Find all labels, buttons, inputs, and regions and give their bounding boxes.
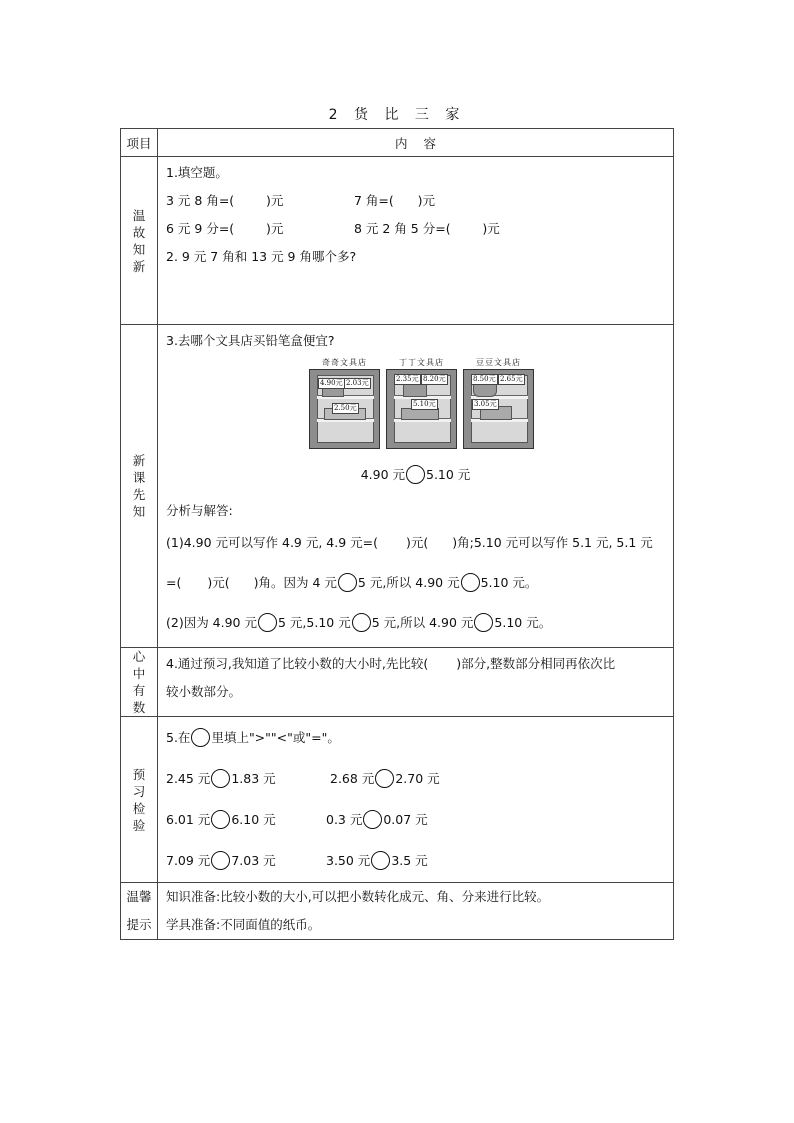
shop-name: 奇奇文具店 — [322, 358, 367, 367]
compare-circle[interactable] — [352, 613, 371, 632]
item-left: 0.3 元 — [326, 812, 363, 827]
tips-label-2: 提示 — [126, 917, 152, 932]
mind-line-2: 较小数部分。 — [166, 684, 242, 699]
shop-name: 丁丁文具店 — [399, 358, 444, 367]
price-tag: 8.50元 — [473, 375, 496, 383]
compare-circle[interactable] — [461, 573, 480, 592]
shop-dingding — [386, 357, 457, 449]
shop-name: 豆豆文具店 — [476, 358, 521, 367]
mind-row — [121, 648, 674, 717]
shelf-cabinet — [386, 369, 457, 449]
item-right: 7.03 元 — [231, 853, 276, 868]
mind-line-1 — [166, 650, 665, 678]
review-row — [121, 157, 674, 325]
review-label-cell — [121, 157, 158, 325]
compare-line — [166, 461, 665, 489]
compare-circle-icon — [191, 728, 210, 747]
analysis-line-3 — [166, 609, 665, 637]
item-left: 6.01 元 — [166, 812, 211, 827]
preview-row — [121, 717, 674, 883]
q5-text-a: 5.在 — [166, 730, 191, 745]
q1-c: 6 元 9 分=( )元 — [166, 221, 284, 236]
compare-circle[interactable] — [371, 851, 390, 870]
q5-instruction — [166, 724, 665, 752]
newlesson-content — [158, 325, 674, 648]
q1-d: 8 元 2 角 5 分=( )元 — [354, 221, 500, 236]
header-content: 内 容 — [158, 129, 674, 157]
review-label: 温故知新 — [132, 207, 146, 274]
price-tag: 2.03元 — [346, 379, 369, 387]
shop-shelves-illustration — [166, 357, 665, 455]
mind-content — [158, 648, 674, 717]
item-left: 2.45 元 — [166, 771, 211, 786]
p1-text-a: (1)4.90 元可以写作 4.9 元, 4.9 元=( — [166, 535, 378, 550]
p3-text-d: 5.10 元。 — [494, 615, 552, 630]
analysis-line-2 — [166, 569, 665, 597]
price-tag: 2.35元 — [396, 375, 419, 383]
tips-label-1: 温馨 — [126, 889, 152, 904]
review-content — [158, 157, 674, 325]
item-right: 3.5 元 — [391, 853, 428, 868]
p3-text-c: 5 元,所以 4.90 元 — [371, 615, 474, 630]
p1-text-c: )角;5.10 元可以写作 5.1 元, 5.1 元 — [452, 535, 653, 550]
price-tag: 3.05元 — [474, 400, 497, 408]
q5-row-3 — [166, 847, 665, 875]
q5-text-b: 里填上">""<"或"="。 — [211, 730, 340, 745]
preview-label: 预习检验 — [132, 766, 146, 833]
mind-text-a: 4.通过预习,我知道了比较小数的大小时,先比较( — [166, 656, 429, 671]
q1-row-2 — [166, 215, 665, 243]
compare-right: 5.10 元 — [426, 467, 471, 482]
tips-row — [121, 883, 674, 940]
analysis-label: 分析与解答: — [166, 503, 233, 518]
item-left: 2.68 元 — [330, 771, 375, 786]
p2-text-c: )角。因为 4 元 — [253, 575, 337, 590]
mind-text-b: )部分,整数部分相同再依次比 — [456, 656, 616, 671]
shelf-cabinet — [309, 369, 380, 449]
compare-circle[interactable] — [211, 769, 230, 788]
compare-circle[interactable] — [474, 613, 493, 632]
tips-tools: 学具准备:不同面值的纸币。 — [166, 917, 321, 932]
p3-text-a: (2)因为 4.90 元 — [166, 615, 257, 630]
shop-doudou — [463, 357, 534, 449]
shelf-cabinet — [463, 369, 534, 449]
item-left: 7.09 元 — [166, 853, 211, 868]
shop-qiqi — [309, 357, 380, 449]
p3-text-b: 5 元,5.10 元 — [278, 615, 351, 630]
compare-circle[interactable] — [375, 769, 394, 788]
header-item: 项目 — [121, 129, 158, 157]
price-tag: 2.65元 — [500, 375, 523, 383]
compare-circle[interactable] — [363, 810, 382, 829]
mind-label-cell — [121, 648, 158, 717]
compare-left: 4.90 元 — [360, 467, 405, 482]
preview-content — [158, 717, 674, 883]
item-right: 6.10 元 — [231, 812, 276, 827]
q1-title: 1.填空题。 — [166, 165, 228, 180]
p2-text-d: 5 元,所以 4.90 元 — [357, 575, 460, 590]
q1-row-1 — [166, 187, 665, 215]
analysis-line-1 — [166, 529, 665, 557]
page-title: 2 货 比 三 家 — [328, 107, 466, 123]
compare-circle[interactable] — [211, 851, 230, 870]
tips-knowledge: 知识准备:比较小数的大小,可以把小数转化成元、角、分来进行比较。 — [166, 889, 550, 904]
q5-row-1 — [166, 765, 665, 793]
preview-label-cell — [121, 717, 158, 883]
price-tag: 2.50元 — [334, 404, 357, 412]
table-header-row — [121, 129, 674, 157]
compare-circle[interactable] — [211, 810, 230, 829]
tips-content — [158, 883, 674, 940]
price-tag: 5.10元 — [413, 400, 436, 408]
item-right: 0.07 元 — [383, 812, 428, 827]
compare-circle[interactable] — [258, 613, 277, 632]
lesson-table — [120, 128, 674, 940]
newlesson-label-cell — [121, 325, 158, 648]
item-left: 3.50 元 — [326, 853, 371, 868]
mind-label: 心中有数 — [132, 649, 146, 715]
p2-text-b: )元( — [207, 575, 230, 590]
price-tag: 8.20元 — [423, 375, 446, 383]
compare-circle[interactable] — [406, 465, 425, 484]
newlesson-row — [121, 325, 674, 648]
newlesson-label: 新课先知 — [132, 453, 146, 519]
p1-text-b: )元( — [406, 535, 429, 550]
item-right: 1.83 元 — [231, 771, 276, 786]
price-tag: 4.90元 — [320, 379, 343, 387]
p2-text-e: 5.10 元。 — [480, 575, 538, 590]
q3: 3.去哪个文具店买铅笔盒便宜? — [166, 333, 335, 348]
compare-circle[interactable] — [338, 573, 357, 592]
tips-label-cell — [121, 883, 158, 940]
p2-text-a: =( — [166, 575, 182, 590]
item-right: 2.70 元 — [395, 771, 440, 786]
q5-row-2 — [166, 806, 665, 834]
q1-a: 3 元 8 角=( )元 — [166, 193, 284, 208]
q2: 2. 9 元 7 角和 13 元 9 角哪个多? — [166, 249, 357, 264]
q1-b: 7 角=( )元 — [354, 193, 435, 208]
